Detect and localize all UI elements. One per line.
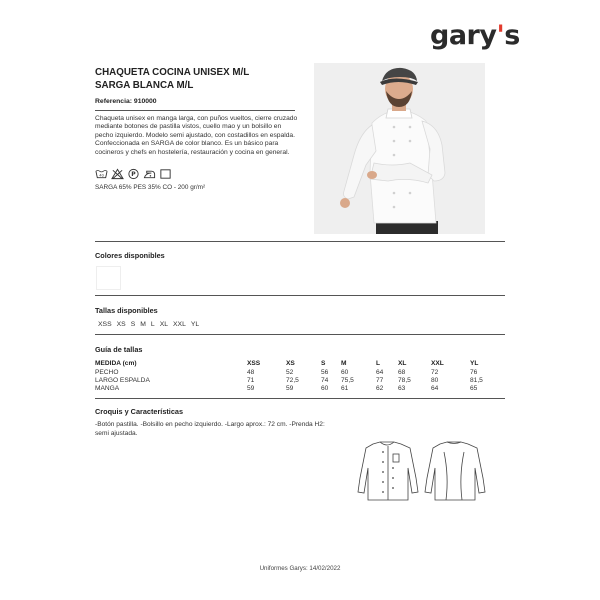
table-cell: 62 <box>376 385 384 392</box>
wash-40-icon <box>95 168 108 180</box>
table-row <box>95 385 515 394</box>
composition: SARGA 65% PES 35% CO - 200 gr/m² <box>95 184 206 191</box>
table-cell: 64 <box>376 369 384 376</box>
table-header-cell: M <box>341 360 347 367</box>
table-cell: 80 <box>431 377 439 384</box>
table-cell: 48 <box>247 369 255 376</box>
croquis-title: Croquis y Características <box>95 407 184 416</box>
chef-model-photo <box>314 63 485 234</box>
back-seams <box>444 452 464 500</box>
divider <box>95 334 505 335</box>
table-cell: 72,5 <box>286 377 299 384</box>
table-cell: LARGO ESPALDA <box>95 377 150 384</box>
table-header-cell: S <box>321 360 326 367</box>
dry-clean-p-icon <box>127 168 140 180</box>
table-cell: 77 <box>376 377 384 384</box>
table-cell: 52 <box>286 369 294 376</box>
colors-title: Colores disponibles <box>95 251 165 260</box>
jacket-back-outline <box>425 442 485 500</box>
brand-logo <box>430 20 520 51</box>
svg-text:40: 40 <box>99 173 104 178</box>
divider <box>95 110 295 111</box>
jacket-sketch <box>346 438 496 508</box>
table-cell: 76 <box>470 369 478 376</box>
table-cell: 59 <box>286 385 294 392</box>
size-xs[interactable]: XS <box>116 321 126 328</box>
care-icons <box>95 168 172 180</box>
title-line-2: SARGA BLANCA M/L <box>95 79 194 91</box>
table-header-cell: XS <box>286 360 295 367</box>
table-cell: 81,5 <box>470 377 483 384</box>
table-cell: PECHO <box>95 369 119 376</box>
iron-icon <box>143 168 156 180</box>
size-s[interactable]: S <box>130 321 136 328</box>
product-reference: Referencia: 910000 <box>95 98 157 105</box>
size-xss[interactable]: XSS <box>98 321 112 328</box>
table-cell: 56 <box>321 369 329 376</box>
product-title <box>95 67 315 92</box>
table-cell: 61 <box>341 385 349 392</box>
size-xl[interactable]: XL <box>159 321 169 328</box>
table-cell: 64 <box>431 385 439 392</box>
footer: Uniformes Garys: 14/02/2022 <box>259 565 341 572</box>
no-bleach-icon <box>111 168 124 180</box>
svg-text:P: P <box>131 171 136 179</box>
table-header-cell: XXL <box>431 360 444 367</box>
divider <box>95 398 505 399</box>
croquis-text: -Botón pastilla. -Bolsillo en pecho izquierdo. -Largo aprox.: 72 cm. -Prenda H2: semi ajustada. <box>95 421 325 437</box>
logo-accent: ' <box>496 20 505 51</box>
table-cell: 75,5 <box>341 377 354 384</box>
collar-line <box>380 442 394 445</box>
table-header-cell: XL <box>398 360 407 367</box>
title-line-1: CHAQUETA COCINA UNISEX M/L <box>95 67 250 78</box>
table-cell: 68 <box>398 369 406 376</box>
logo-text: gary <box>430 20 497 51</box>
table-header-row <box>95 360 515 369</box>
size-yl[interactable]: YL <box>190 321 200 328</box>
table-cell: 71 <box>247 377 255 384</box>
table-header-cell: MEDIDA (cm) <box>95 360 137 367</box>
color-swatch-white[interactable] <box>96 266 121 290</box>
table-cell: 60 <box>341 369 349 376</box>
table-header-cell: XSS <box>247 360 261 367</box>
table-cell: 65 <box>470 385 478 392</box>
size-l[interactable]: L <box>150 321 155 328</box>
sizes-title: Tallas disponibles <box>95 306 158 315</box>
divider <box>95 295 505 296</box>
product-description: Chaqueta unisex en manga larga, con puños vueltos, cierre cruzado mediante botones de pastilla vistos, cuello mao y un bolsillo en pecho izquierdo. Modelo semi ajustado, con costadillos en espalda. Confeccionada en SARGA de color blanco. Es un básico para cocineros y chefs en hostelería, restauración y cocina en general. <box>95 115 298 156</box>
table-cell: 59 <box>247 385 255 392</box>
table-cell: MANGA <box>95 385 120 392</box>
table-cell: 78,5 <box>398 377 411 384</box>
table-cell: 74 <box>321 377 329 384</box>
size-xxl[interactable]: XXL <box>173 321 186 328</box>
tumble-dry-icon <box>159 168 172 180</box>
table-header-cell: YL <box>470 360 479 367</box>
table-cell: 63 <box>398 385 406 392</box>
size-guide-title: Guía de tallas <box>95 345 143 354</box>
logo-text-end: s <box>504 20 520 51</box>
sizes-list <box>98 321 199 328</box>
table-cell: 72 <box>431 369 439 376</box>
table-cell: 60 <box>321 385 329 392</box>
size-m[interactable]: M <box>140 321 146 328</box>
table-header-cell: L <box>376 360 381 367</box>
divider <box>95 241 505 242</box>
chest-pocket <box>393 454 399 462</box>
